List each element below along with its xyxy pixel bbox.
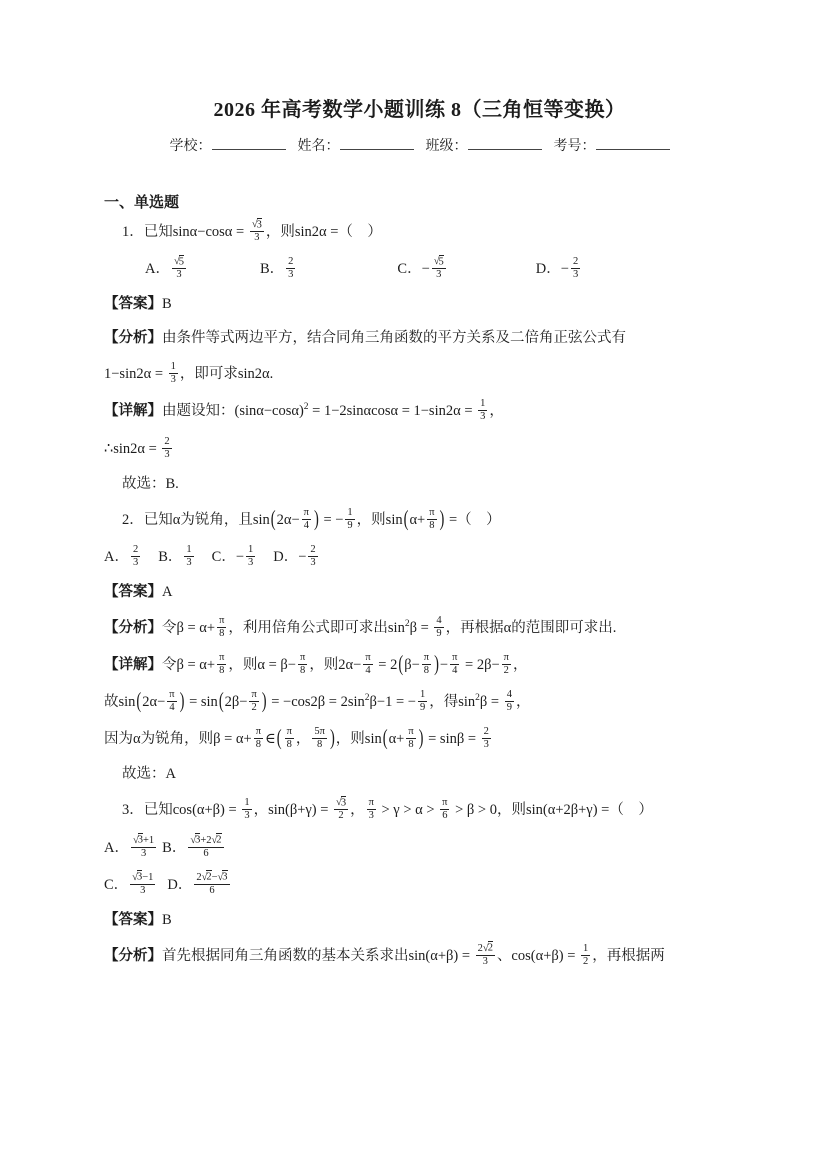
question-2-options: A． $\frac{2}{3}$ B． $\frac{1}{3}$ C．− $\frac{1}{3}$ D．− $\frac{2}{3}$ [104,543,316,568]
question-1-solution-2: ∴sin2α = $\frac{2}{3}$ [104,435,170,460]
school-blank [212,134,286,150]
question-1-conclusion: 故选：B. [122,475,179,492]
question-2-solution-1: 【详解】令β = α+ $\frac{\pi}{8}$ ，则α = β− $\frac{\pi}{8}$ ，则2α− $\frac{\pi}{4}$ = 2(β− $\frac{\pi}{8}$ )− $\frac{\pi}{4}$ = 2β− $\frac{\pi}{2}$ ， [104,652,528,677]
name-label: 姓名： [297,139,340,154]
question-3-options-1: A． $\frac{√3+1}{3}$ B． $\frac{√3+2√2}{6}$ [104,834,222,859]
exam-number-blank [596,134,670,150]
school-field [170,139,286,154]
name-blank [340,134,414,150]
question-1-answer: 【答案】B [104,296,172,313]
question-3-stem: 3．已知cos(α+β) = $\frac{1}{3}$ ，sin(β+γ) = $\frac{√3}{2}$ ， $\frac{\pi}{3}$ > γ > α > $\frac{\pi}{6}$ > β > 0，则sin(α+2β+γ) =（ ） [122,797,653,822]
class-label: 班级： [425,139,468,154]
question-3-analysis: 【分析】首先根据同角三角函数的基本关系求出sin(α+β) = $\frac{2√2}{3}$ 、cos(α+β) = $\frac{1}{2}$ ，再根据两 [104,942,665,967]
student-info-line [104,134,735,155]
question-2-solution-3: 因为α为锐角，则β = α+ $\frac{\pi}{8}$ ∈( $\frac{\pi}{8}$ ， $\frac{5\pi}{8}$ )，则sin(α+ $\frac{\pi}{8}$ ) = sinβ = $\frac{2}{3}$ [104,726,489,751]
question-2-analysis: 【分析】令β = α+ $\frac{\pi}{8}$ ，利用倍角公式即可求出$\sin^2\beta$ = $\frac{4}{9}$ ，再根据α的范围即可求出. [104,614,617,639]
question-1-solution-1: 【详解】由题设知：$(\sin\alpha-\cos\alpha)^2 = 1-2\sin\alpha\cos\alpha = 1-\sin 2\alpha$ = $\frac{1}{3}$ ， [104,398,504,423]
section-heading: 一、单选题 [104,195,180,211]
question-2-conclusion: 故选：A [122,766,176,783]
question-2-stem: 2．已知α为锐角，且sin(2α− $\frac{\pi}{4}$ ) = − $\frac{1}{9}$ ，则sin(α+ $\frac{\pi}{8}$ ) =（ ） [122,506,501,532]
question-1-options: A． $\frac{√5}{3}$ B． $\frac{2}{3}$ C．− $\frac{√5}{3}$ D．− $\frac{2}{3}$ [145,256,579,281]
exam-number-label: 考号： [553,139,596,154]
question-2-answer: 【答案】A [104,583,173,600]
question-2-solution-2: 故sin(2α− $\frac{\pi}{4}$ ) = sin(2β− $\frac{\pi}{2}$ ) = $-\cos 2\beta = 2\sin^2\beta-1$ = − $\frac{1}{9}$ ，得$\sin^2\beta$ = $\frac{4}{9}$ ， [104,689,531,714]
question-3-answer: 【答案】B [104,911,172,928]
name-field [298,139,414,154]
page-title: 2026 年高考数学小题训练 8（三角恒等变换） [213,99,626,121]
exam-number-field [554,139,670,154]
school-label: 学校： [169,139,212,154]
class-blank [468,134,542,150]
question-1-stem: 1．已知sinα−cosα = $\frac{√3}{3}$ ，则sin2α =（ ） [122,219,382,244]
question-3-options-2: C． $\frac{√3-1}{3}$ D． $\frac{2√2-√3}{6}$ [104,871,228,896]
question-1-analysis-2: 1−sin2α = $\frac{1}{3}$ ，即可求sin2α. [104,361,274,386]
class-field [426,139,542,154]
question-1-analysis: 【分析】由条件等式两边平方，结合同角三角函数的平方关系及二倍角正弦公式有 [104,330,626,347]
